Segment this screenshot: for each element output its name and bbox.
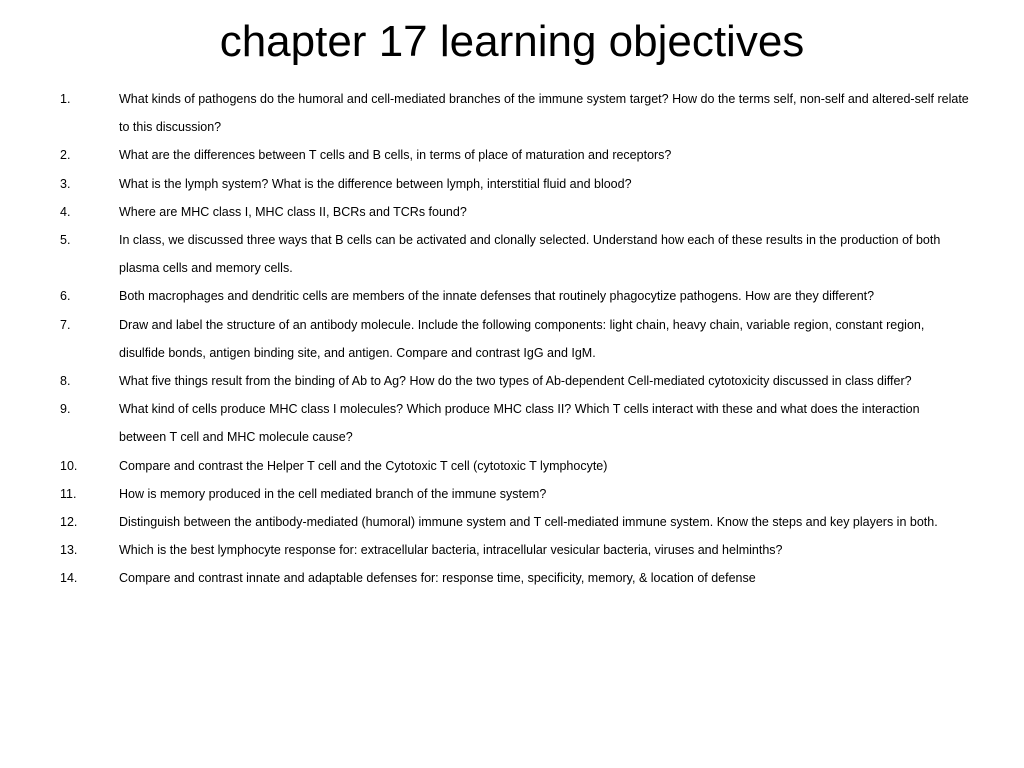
objective-item <box>60 564 970 592</box>
objective-text: What is the lymph system? What is the difference between lymph, interstitial fluid and blood? <box>119 176 632 191</box>
objective-text: Distinguish between the antibody-mediated (humoral) immune system and T cell-mediated immune system. Know the steps and key players in both. <box>119 515 938 530</box>
objective-number: 14. <box>60 571 78 586</box>
objective-number: 5. <box>60 233 71 248</box>
objective-item <box>60 536 970 564</box>
objective-text: What kinds of pathogens do the humoral and cell-mediated branches of the immune system target? How do the terms self, non-self and altered-self relate to this discussion? <box>119 92 969 135</box>
objective-number: 7. <box>60 317 71 332</box>
objective-number: 4. <box>60 204 71 219</box>
objective-number: 8. <box>60 374 71 389</box>
objective-text: Which is the best lymphocyte response for: extracellular bacteria, intracellular vesicular bacteria, viruses and helminths? <box>119 543 783 558</box>
objective-text: Compare and contrast innate and adaptable defenses for: response time, specificity, memory, & location of defense <box>119 571 756 586</box>
objective-item <box>60 311 970 367</box>
objective-text: What kind of cells produce MHC class I molecules? Which produce MHC class II? Which T cells interact with these and what does the interaction between T cell and MHC molecule cause? <box>119 402 920 445</box>
objective-item <box>60 367 970 395</box>
objective-text: Where are MHC class I, MHC class II, BCRs and TCRs found? <box>119 204 467 219</box>
objective-text: In class, we discussed three ways that B cells can be activated and clonally selected. Understand how each of these results in the production of both plasma cells and memory cells. <box>119 233 941 276</box>
objective-item <box>60 395 970 451</box>
objectives-list <box>60 85 970 593</box>
objective-item <box>60 85 970 141</box>
objective-number: 6. <box>60 289 71 304</box>
objective-item <box>60 480 970 508</box>
objective-item <box>60 170 970 198</box>
objective-number: 12. <box>60 515 78 530</box>
objective-text: How is memory produced in the cell mediated branch of the immune system? <box>119 486 547 501</box>
objective-number: 11. <box>60 486 77 501</box>
objective-text: Draw and label the structure of an antibody molecule. Include the following components: light chain, heavy chain, variable region, constant region, disulfide bonds, antigen binding site, and antigen. Compare and contrast IgG and IgM. <box>119 317 925 360</box>
objective-text: What are the differences between T cells and B cells, in terms of place of maturation and receptors? <box>119 148 672 163</box>
slide-title: chapter 17 learning objectives <box>219 17 805 66</box>
objective-number: 13. <box>60 543 78 558</box>
objective-number: 10. <box>60 458 78 473</box>
objective-number: 3. <box>60 176 71 191</box>
objective-item <box>60 452 970 480</box>
objective-text: Compare and contrast the Helper T cell and the Cytotoxic T cell (cytotoxic T lymphocyte) <box>119 458 608 473</box>
objective-item <box>60 508 970 536</box>
objective-item <box>60 282 970 310</box>
objective-item <box>60 198 970 226</box>
objective-number: 2. <box>60 148 71 163</box>
objective-text: What five things result from the binding of Ab to Ag? How do the two types of Ab-dependent Cell-mediated cytotoxicity discussed in class differ? <box>119 374 912 389</box>
objective-number: 9. <box>60 402 71 417</box>
objective-number: 1. <box>60 92 71 106</box>
objective-text: Both macrophages and dendritic cells are members of the innate defenses that routinely phagocytize pathogens. How are they different? <box>119 289 875 304</box>
objective-item <box>60 226 970 282</box>
objective-item <box>60 141 970 169</box>
